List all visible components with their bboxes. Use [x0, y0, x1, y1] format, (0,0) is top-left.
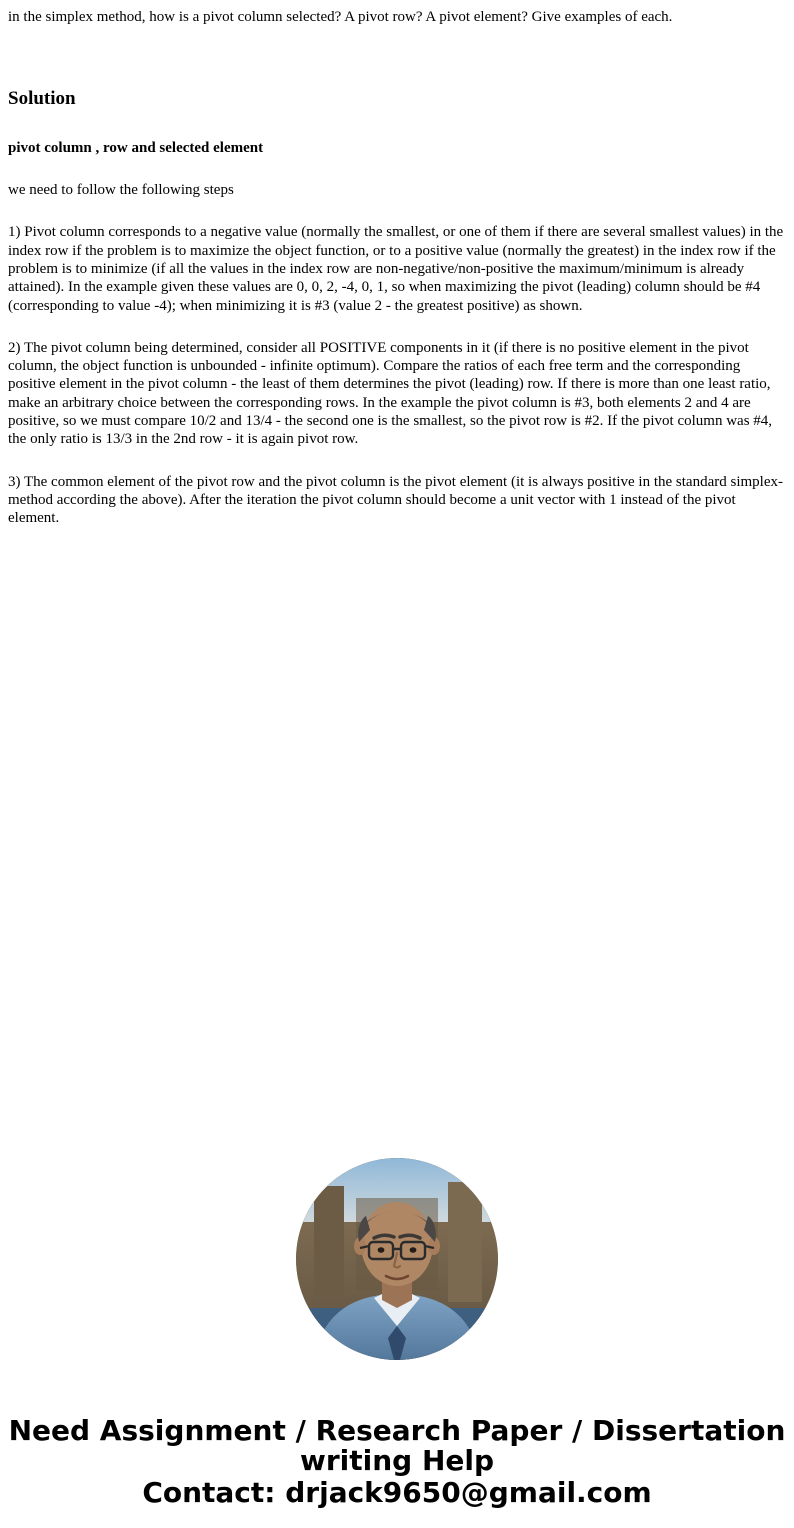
profile-photo-icon: [296, 1158, 498, 1360]
solution-subheading: pivot column , row and selected element: [8, 140, 264, 157]
steps-intro-text: we need to follow the following steps: [8, 182, 234, 199]
footer-line-1: Need Assignment / Research Paper / Dissertation: [8, 1413, 786, 1447]
avatar-container: [8, 1158, 786, 1360]
solution-heading: Solution: [8, 88, 76, 110]
footer-promo: [8, 1413, 786, 1528]
question-text: in the simplex method, how is a pivot column selected? A pivot row? A pivot element? Give examples of each.: [8, 9, 673, 25]
step-paragraph-3: 3) The common element of the pivot row and the pivot column is the pivot element (it is always positive in the standard simplex-method according the above). After the iteration the pivot column should become a unit vector with 1 instead of the pivot element.: [8, 473, 783, 527]
content-spacer: [8, 528, 786, 1158]
step-paragraph-2: 2) The pivot column being determined, consider all POSITIVE components in it (if there is no positive element in the pivot column, the object function is unbounded - infinite optimum). Compare the ratios of each free term and the corresponding positive element in the pivot column - the least of them determines the pivot (leading) row. If there is more than one least ratio, make an arbitrary choice between the corresponding rows. In the example the pivot column is #3, both elements 2 and 4 are positive, so we must compare 10/2 and 13/4 - the second one is the smallest, so the pivot row is #2. If the pivot column was #4, the only ratio is 13/3 in the 2nd row - it is again pivot row.: [8, 339, 773, 448]
avatar: [296, 1158, 498, 1360]
footer-contact: Contact: drjack9650@gmail.com: [142, 1476, 652, 1510]
footer-line-2: writing Help: [299, 1443, 495, 1477]
step-paragraph-1: 1) Pivot column corresponds to a negative value (normally the smallest, or one of them if there are several smallest values) in the index row if the problem is to maximize the object function, or to a positive value (normally the greatest) in the index row if the problem is to minimize (if all the values in the index row are non-negative/non-positive the maximum/minimum is already attained). In the example given these values are 0, 0, 2, -4, 0, 1, so when maximizing the pivot (leading) column should be #4 (corresponding to value -4); when minimizing it is #3 (value 2 - the greatest positive) as shown.: [8, 224, 784, 314]
